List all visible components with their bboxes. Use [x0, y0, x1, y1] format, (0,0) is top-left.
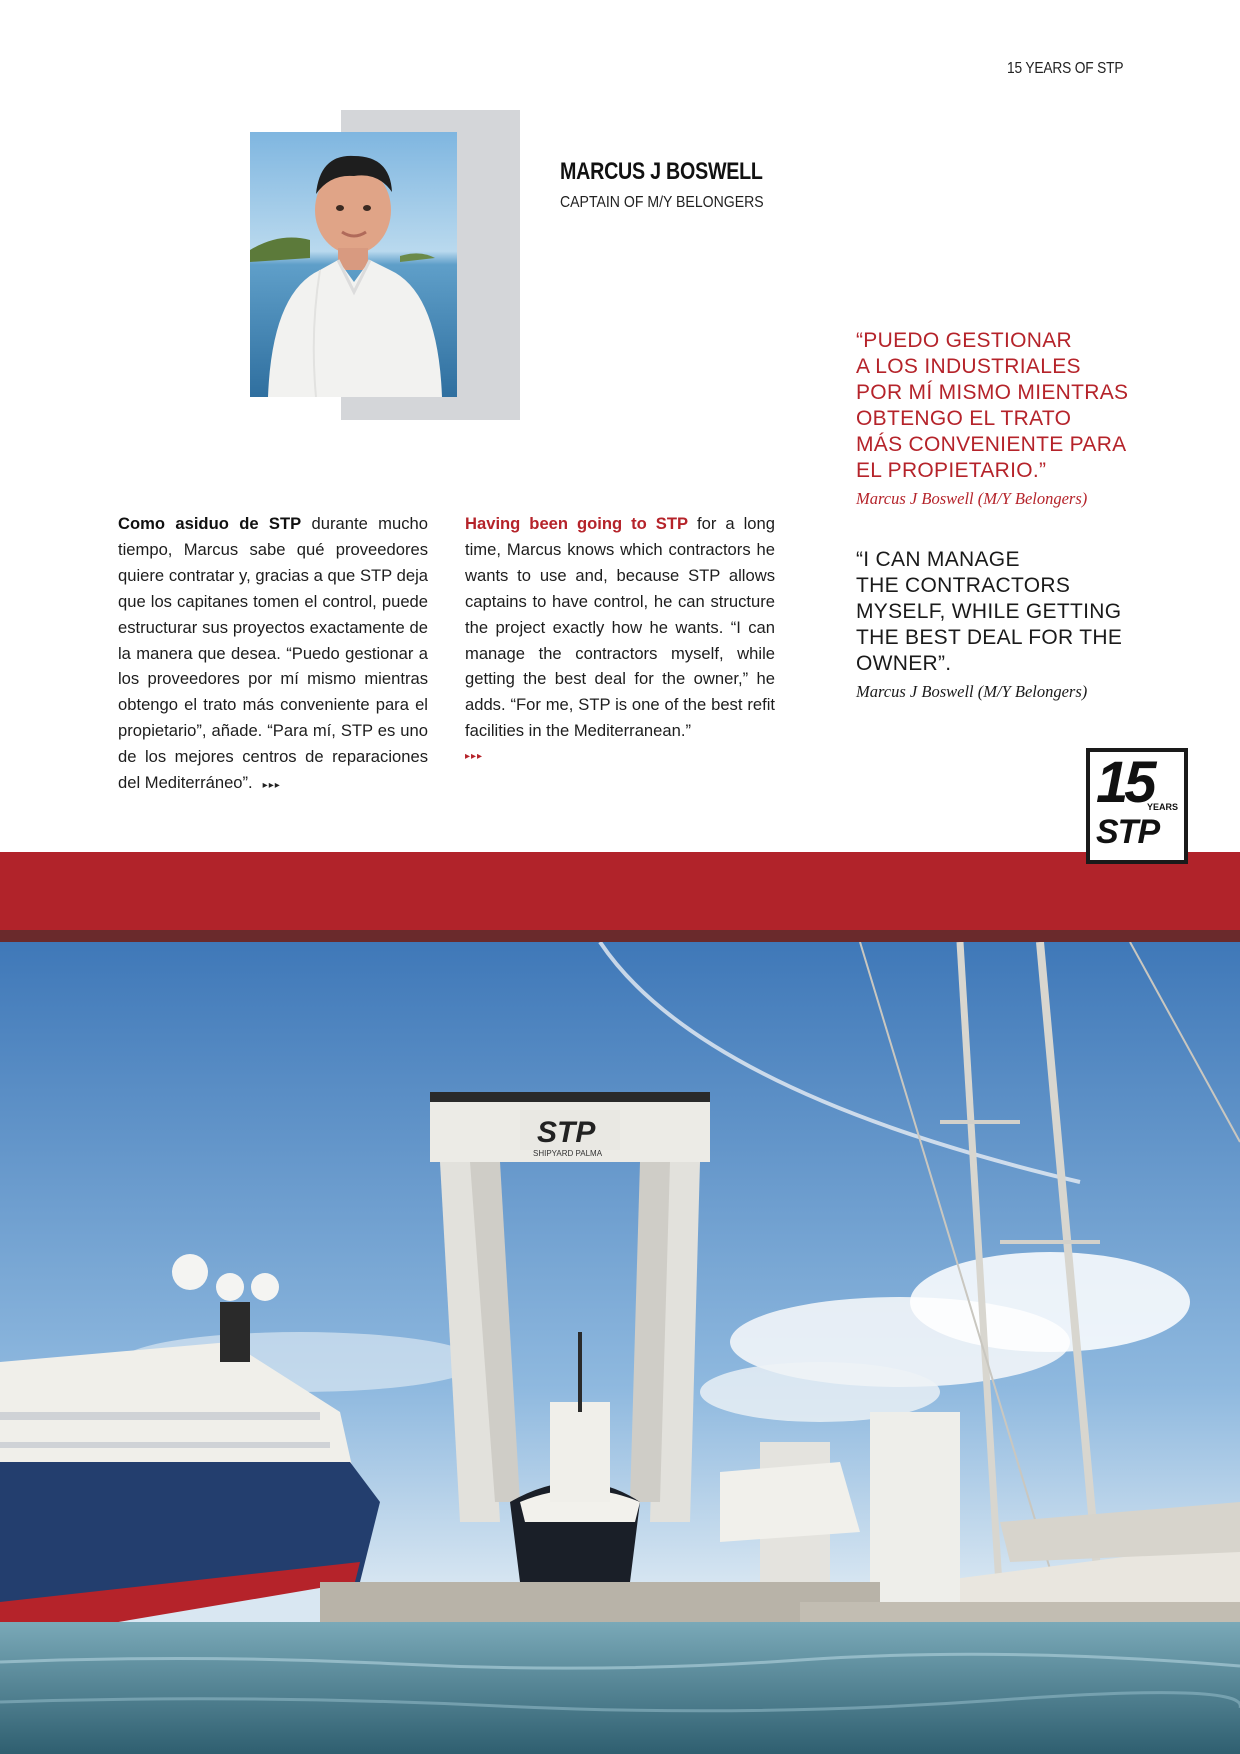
profile-heading [560, 158, 807, 212]
person-role: CAPTAIN OF M/Y BELONGERS [560, 194, 764, 211]
pull-quote-english [856, 547, 1146, 705]
article-column-spanish [118, 511, 428, 799]
pull-quote-text: “I CAN MANAGE THE CONTRACTORS MYSELF, WHILE GETTING THE BEST DEAL FOR THE OWNER”. [856, 548, 1123, 675]
article-lead-spanish: Como asiduo de STP [118, 514, 302, 533]
hero-photo-shipyard [0, 942, 1240, 1754]
continue-arrows-icon: ▸▸▸ [465, 751, 484, 763]
article-column-english [465, 511, 775, 770]
badge-brand: STP [1096, 813, 1160, 851]
pull-quote-text: “PUEDO GESTIONAR A LOS INDUSTRIALES POR MÍ MISMO MIENTRAS OBTENGO EL TRATO MÁS CONVENIENTE PARA EL PROPIETARIO.” [856, 329, 1129, 482]
pull-quote-attribution: Marcus J Boswell (M/Y Belongers) [856, 682, 1088, 701]
portrait-photo [250, 132, 457, 397]
continue-arrows-icon: ▸▸▸ [262, 780, 281, 792]
badge-number: 15 [1096, 750, 1153, 815]
person-name: MARCUS J BOSWELL [560, 158, 763, 185]
gantry-sign-subtitle: SHIPYARD PALMA [533, 1149, 603, 1158]
badge-years-label: YEARS [1146, 802, 1178, 812]
article-body-spanish: durante mucho tiempo, Marcus sabe qué proveedores quiere contratar y, gracias a que STP deja que los capitanes tomen el control, puede estructurar sus proyectos exactamente de la manera que desea. “Puedo gestionar a los proveedores por mí mismo mientras obtengo el trato más conveniente para el propietario”, añade. “Para mí, STP es uno de los mejores centros de reparaciones del Mediterráneo”. [118, 514, 428, 793]
running-head: 15 YEARS OF STP [1006, 60, 1123, 77]
anniversary-badge-logo [1086, 748, 1188, 864]
gantry-sign-text: STP [537, 1116, 596, 1149]
pull-quote-attribution: Marcus J Boswell (M/Y Belongers) [856, 489, 1088, 508]
red-band [0, 852, 1240, 930]
dark-band [0, 930, 1240, 942]
article-body-english: for a long time, Marcus knows which contractors he wants to use and, because STP allows captains to have control, he can structure the project exactly how he wants. “I can manage the contractors myself, while getting the best deal for the owner,” he adds. “For me, STP is one of the best refit facilities in the Mediterranean.” [465, 514, 775, 741]
pull-quote-spanish [856, 328, 1146, 512]
article-lead-english: Having been going to STP [465, 514, 689, 533]
